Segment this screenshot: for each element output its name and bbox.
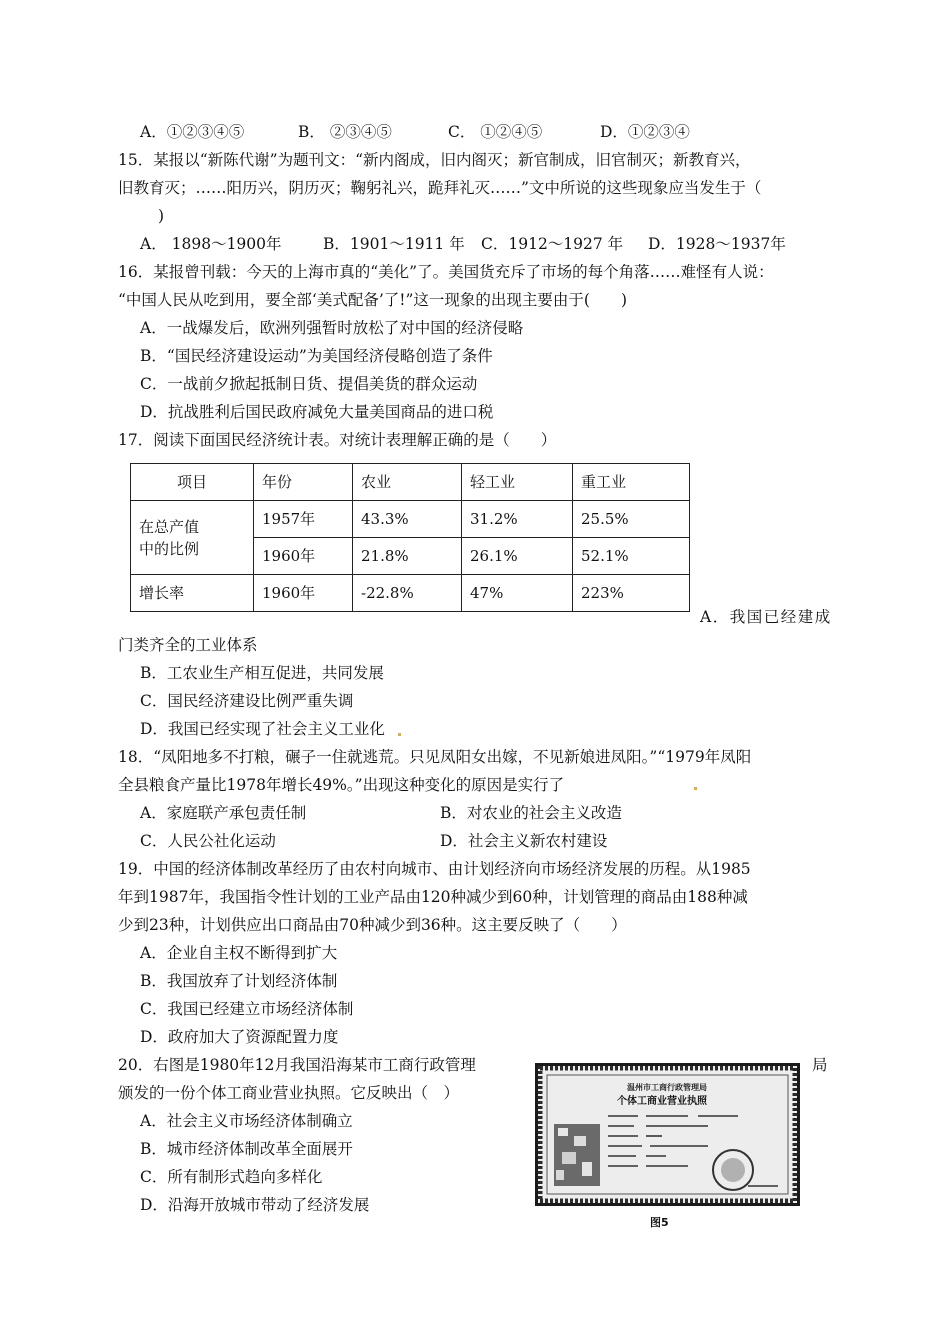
table-cell: 223% bbox=[573, 575, 690, 612]
table-cell: 1960年 bbox=[254, 575, 353, 612]
q18-option-d: D．社会主义新农村建设 bbox=[440, 832, 608, 850]
table-header-cell: 农业 bbox=[353, 464, 462, 501]
q19-stem-line1: 19．中国的经济体制改革经历了由农村向城市、由计划经济向市场经济发展的历程。从1985 bbox=[118, 860, 751, 878]
license-header: 温州市工商行政管理局 bbox=[627, 1083, 707, 1092]
q16-stem-line2: “中国人民从吃到用，要全部‘美式配备’了!”这一现象的出现主要由于( ) bbox=[118, 291, 628, 309]
q17-option-b: B．工农业生产相互促进，共同发展 bbox=[140, 664, 384, 682]
table-row bbox=[131, 575, 690, 612]
group-label-line2: 中的比例 bbox=[139, 539, 200, 558]
q18-option-b: B．对农业的社会主义改造 bbox=[440, 804, 622, 822]
q19-stem-line2: 年到1987年，我国指令性计划的工业产品由120种减少到60种，计划管理的商品由188种减 bbox=[118, 888, 748, 906]
stray-mark bbox=[398, 733, 401, 736]
q17-option-a-part1: A．我国已经建成 bbox=[700, 608, 832, 626]
table-row bbox=[131, 501, 690, 538]
q16-option-d: D．抗战胜利后国民政府减免大量美国商品的进口税 bbox=[140, 403, 494, 421]
table-header-cell: 年份 bbox=[254, 464, 353, 501]
q16-stem-line1: 16．某报曾刊载：今天的上海市真的“美化”了。美国货充斥了市场的每个角落……难怪有人说： bbox=[118, 263, 774, 281]
q16-option-b: B．“国民经济建设运动”为美国经济侵略创造了条件 bbox=[140, 347, 493, 365]
q17-option-d: D．我国已经实现了社会主义工业化 bbox=[140, 720, 385, 738]
q19-option-b: B．我国放弃了计划经济体制 bbox=[140, 972, 338, 990]
q15-option-c: C．1912～1927 年 bbox=[481, 235, 624, 253]
q19-option-a: A．企业自主权不断得到扩大 bbox=[140, 944, 338, 962]
table-header-cell: 轻工业 bbox=[462, 464, 573, 501]
table-cell: 31.2% bbox=[462, 501, 573, 538]
q20-option-b: B．城市经济体制改革全面展开 bbox=[140, 1140, 353, 1158]
q14-option-d: D．①②③④ bbox=[600, 123, 690, 141]
table-header-cell: 项目 bbox=[131, 464, 254, 501]
q14-options bbox=[140, 122, 690, 142]
q16-option-c: C．一战前夕掀起抵制日货、提倡美货的群众运动 bbox=[140, 375, 478, 393]
table-cell: -22.8% bbox=[353, 575, 462, 612]
table-cell: 1957年 bbox=[254, 501, 353, 538]
table-cell: 43.3% bbox=[353, 501, 462, 538]
q20-option-c: C．所有制形式趋向多样化 bbox=[140, 1168, 323, 1186]
license-illustration bbox=[538, 1066, 797, 1203]
q20-stem-line1-end: 局 bbox=[812, 1056, 828, 1074]
table-cell: 26.1% bbox=[462, 538, 573, 575]
q17-option-c: C．国民经济建设比例严重失调 bbox=[140, 692, 354, 710]
q19-option-d: D．政府加大了资源配置力度 bbox=[140, 1028, 339, 1046]
license-title: 个体工商业营业执照 bbox=[617, 1096, 707, 1107]
q20-option-a: A．社会主义市场经济体制确立 bbox=[140, 1112, 353, 1130]
group-label-line1: 在总产值 bbox=[139, 517, 200, 536]
table-cell: 52.1% bbox=[573, 538, 690, 575]
table-header-row bbox=[131, 464, 690, 501]
q14-option-a: A．①②③④⑤ bbox=[140, 123, 245, 141]
q18-option-a: A．家庭联产承包责任制 bbox=[140, 804, 307, 822]
q14-option-c: C． ①②④⑤ bbox=[448, 123, 543, 141]
q14-option-b: B． ②③④⑤ bbox=[298, 123, 392, 141]
table-header-cell: 重工业 bbox=[573, 464, 690, 501]
q15-option-b: B．1901～1911 年 bbox=[323, 235, 465, 253]
q19-option-c: C．我国已经建立市场经济体制 bbox=[140, 1000, 354, 1018]
q18-option-c: C．人民公社化运动 bbox=[140, 832, 276, 850]
q17-option-a-part2: 门类齐全的工业体系 bbox=[118, 636, 258, 654]
q15-options bbox=[140, 234, 786, 254]
q20-stem-line2: 颁发的一份个体工商业营业执照。它反映出（ ） bbox=[118, 1084, 460, 1102]
q20-option-d: D．沿海开放城市带动了经济发展 bbox=[140, 1196, 370, 1214]
business-license-image bbox=[535, 1063, 800, 1206]
q15-option-a: A． 1898～1900年 bbox=[140, 235, 282, 253]
q18-stem-line1: 18．“凤阳地多不打粮，碾子一住就逃荒。只见凤阳女出嫁，不见新娘进凤阳。”“1979年凤阳 bbox=[118, 748, 752, 766]
table-cell: 21.8% bbox=[353, 538, 462, 575]
table-cell: 47% bbox=[462, 575, 573, 612]
table-growth-label: 增长率 bbox=[131, 575, 254, 612]
q19-stem-line3: 少到23种，计划供应出口商品由70种减少到36种。这主要反映了（ ） bbox=[118, 916, 627, 934]
table-cell: 25.5% bbox=[573, 501, 690, 538]
q16-option-a: A．一战爆发后，欧洲列强暂时放松了对中国的经济侵略 bbox=[140, 319, 524, 337]
q15-option-d: D．1928～1937年 bbox=[648, 235, 786, 253]
q17-stem: 17．阅读下面国民经济统计表。对统计表理解正确的是（ ） bbox=[118, 431, 557, 449]
q18-stem-line2: 全县粮食产量比1978年增长49%。”出现这种变化的原因是实行了 bbox=[118, 776, 565, 794]
figure-caption: 图5 bbox=[650, 1216, 669, 1229]
q15-stem-line3: ) bbox=[158, 207, 165, 225]
q20-stem-line1: 20．右图是1980年12月我国沿海某市工商行政管理 bbox=[118, 1056, 476, 1074]
economy-stats-table bbox=[130, 463, 690, 612]
table-group-label bbox=[131, 501, 254, 575]
q15-stem-line1: 15．某报以“新陈代谢”为题刊文：“新内阁成，旧内阁灭；新官制成，旧官制灭；新教育兴， bbox=[118, 151, 751, 169]
stray-mark bbox=[694, 787, 697, 790]
table-cell: 1960年 bbox=[254, 538, 353, 575]
q15-stem-line2: 旧教育灭；……阳历兴，阴历灭；鞠躬礼兴，跪拜礼灭……”文中所说的这些现象应当发生于（ bbox=[118, 179, 762, 197]
